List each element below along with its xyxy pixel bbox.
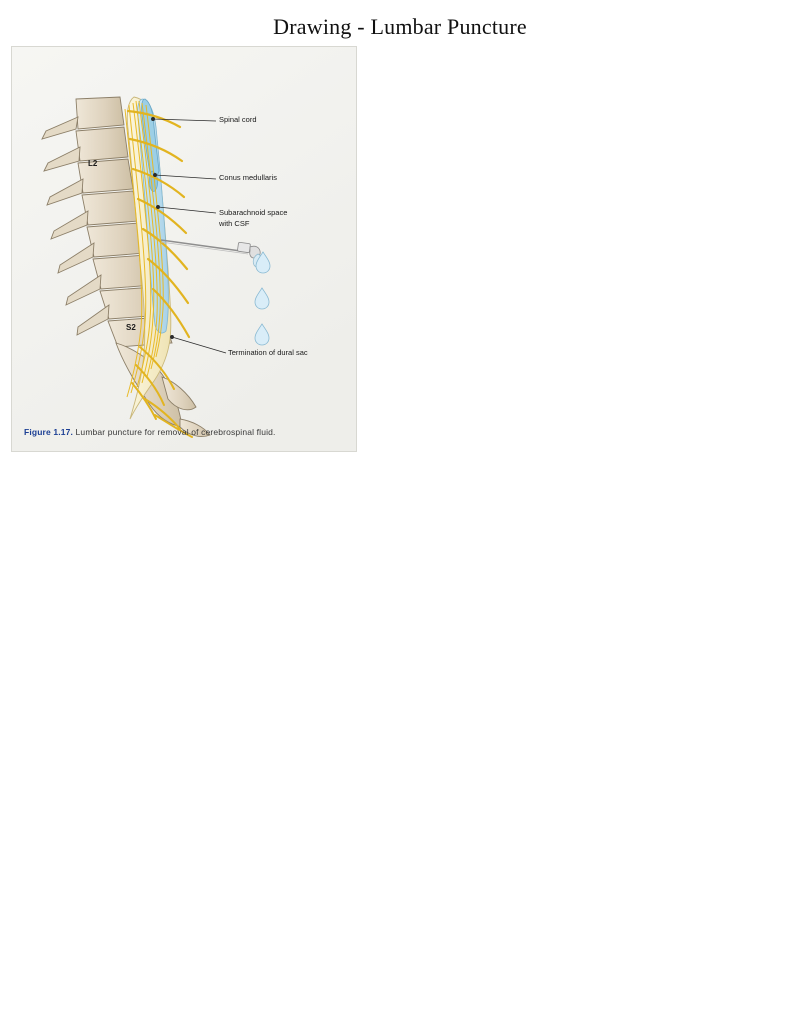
label-termination-of-dural-sac: Termination of dural sac: [228, 348, 308, 357]
page-title: Drawing - Lumbar Puncture: [273, 14, 527, 39]
figure-caption: [24, 427, 354, 437]
figure-caption-text: Lumbar puncture for removal of cerebrospinal fluid.: [73, 427, 276, 437]
label-spinal-cord: Spinal cord: [219, 115, 257, 124]
label-conus-medullaris: Conus medullaris: [219, 173, 277, 182]
label-subarachnoid-space: Subarachnoid space: [219, 208, 288, 217]
label-vertebra-s2: S2: [126, 323, 136, 332]
figure-number: Figure 1.17.: [24, 427, 74, 437]
label-vertebra-l2: L2: [88, 159, 98, 168]
figure-panel: [11, 46, 357, 452]
lumbar-puncture-illustration: [12, 47, 356, 451]
label-subarachnoid-space-csf: with CSF: [219, 219, 250, 228]
